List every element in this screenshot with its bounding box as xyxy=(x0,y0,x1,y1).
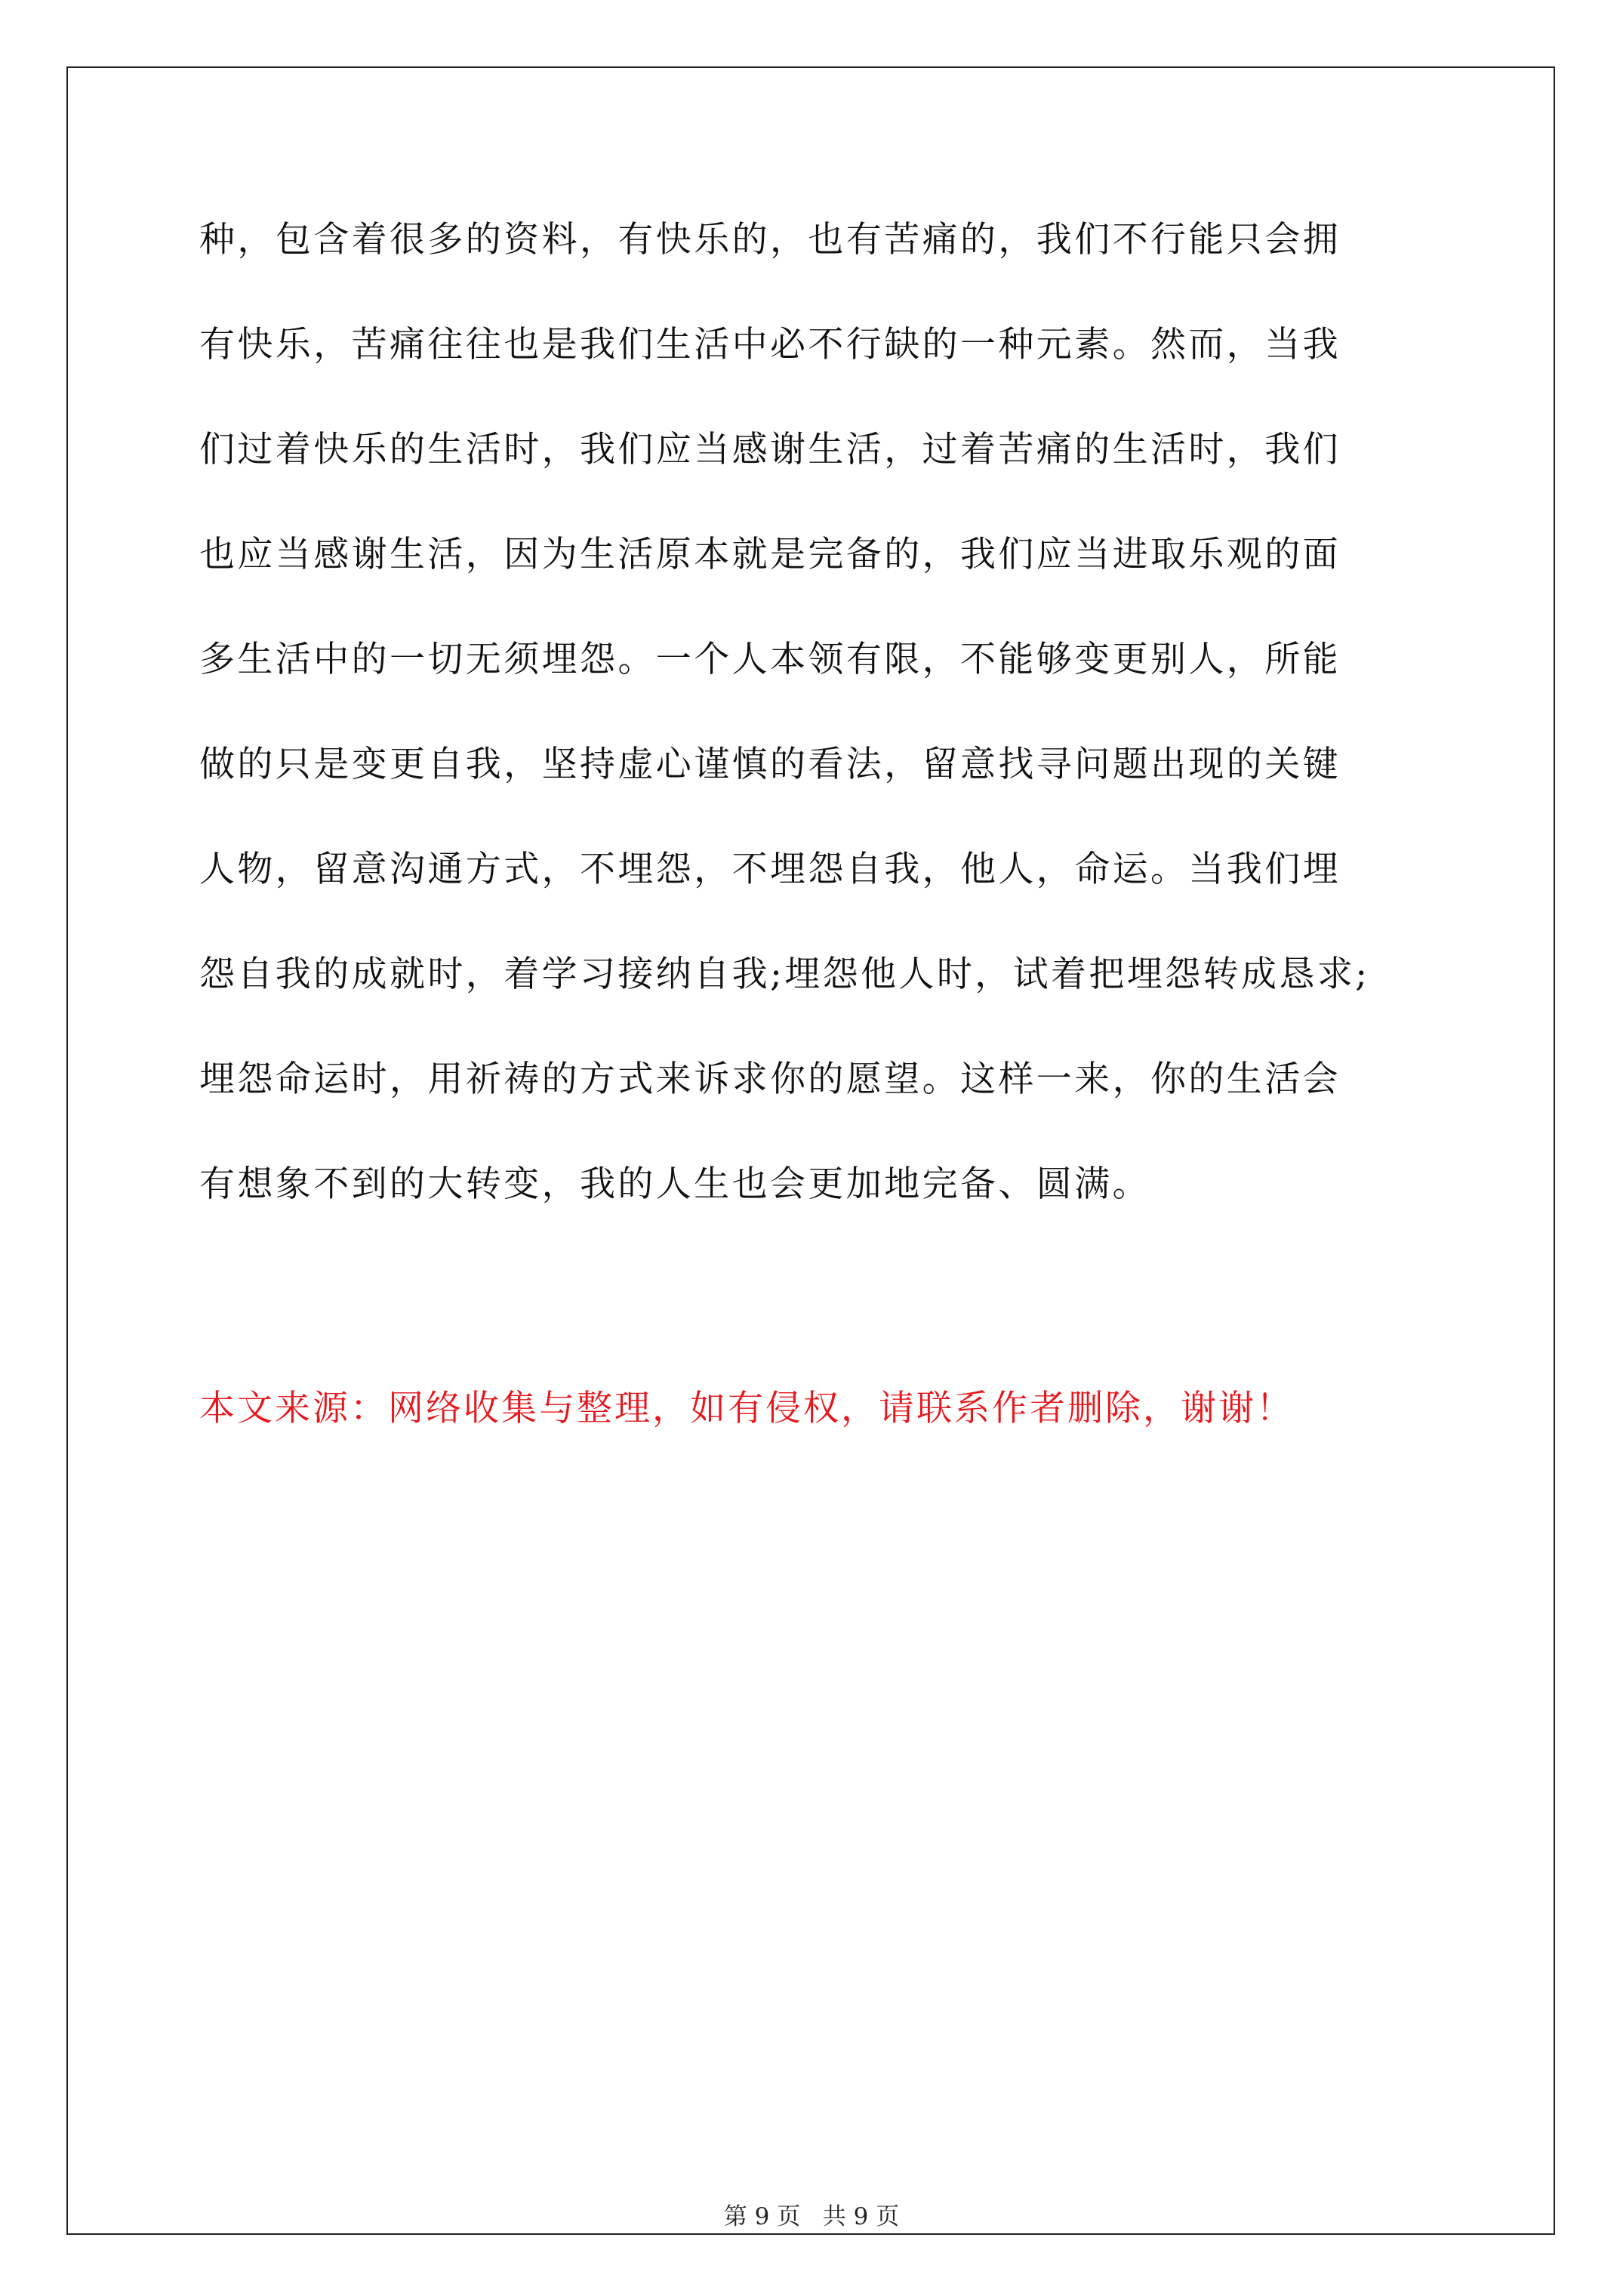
body-line: 多生活中的一切无须埋怨。一个人本领有限，不能够变更别人，所能 xyxy=(199,639,1341,680)
page-number: 第 9 页 共 9 页 xyxy=(723,2203,900,2230)
body-line: 有想象不到的大转变，我的人生也会更加地完备、圆满。 xyxy=(199,1163,1150,1205)
body-line: 怨自我的成就时，着学习接纳自我;埋怨他人时，试着把埋怨转成恳求; xyxy=(199,954,1370,995)
body-line: 种，包含着很多的资料，有快乐的，也有苦痛的，我们不行能只会拥 xyxy=(199,219,1341,260)
body-line: 也应当感谢生活，因为生活原本就是完备的，我们应当进取乐观的面 xyxy=(199,534,1341,575)
source-note: 本文来源：网络收集与整理，如有侵权，请联系作者删除，谢谢！ xyxy=(199,1388,1294,1429)
body-text xyxy=(199,213,1437,1262)
body-line: 有快乐，苦痛往往也是我们生活中必不行缺的一种元素。然而，当我 xyxy=(199,324,1341,365)
body-line: 人物，留意沟通方式，不埋怨，不埋怨自我，他人，命运。当我们埋 xyxy=(199,849,1341,890)
body-line: 埋怨命运时，用祈祷的方式来诉求你的愿望。这样一来，你的生活会 xyxy=(199,1059,1341,1100)
body-line: 做的只是变更自我，坚持虚心谨慎的看法，留意找寻问题出现的关键 xyxy=(199,744,1341,785)
body-line: 们过着快乐的生活时，我们应当感谢生活，过着苦痛的生活时，我们 xyxy=(199,429,1341,470)
